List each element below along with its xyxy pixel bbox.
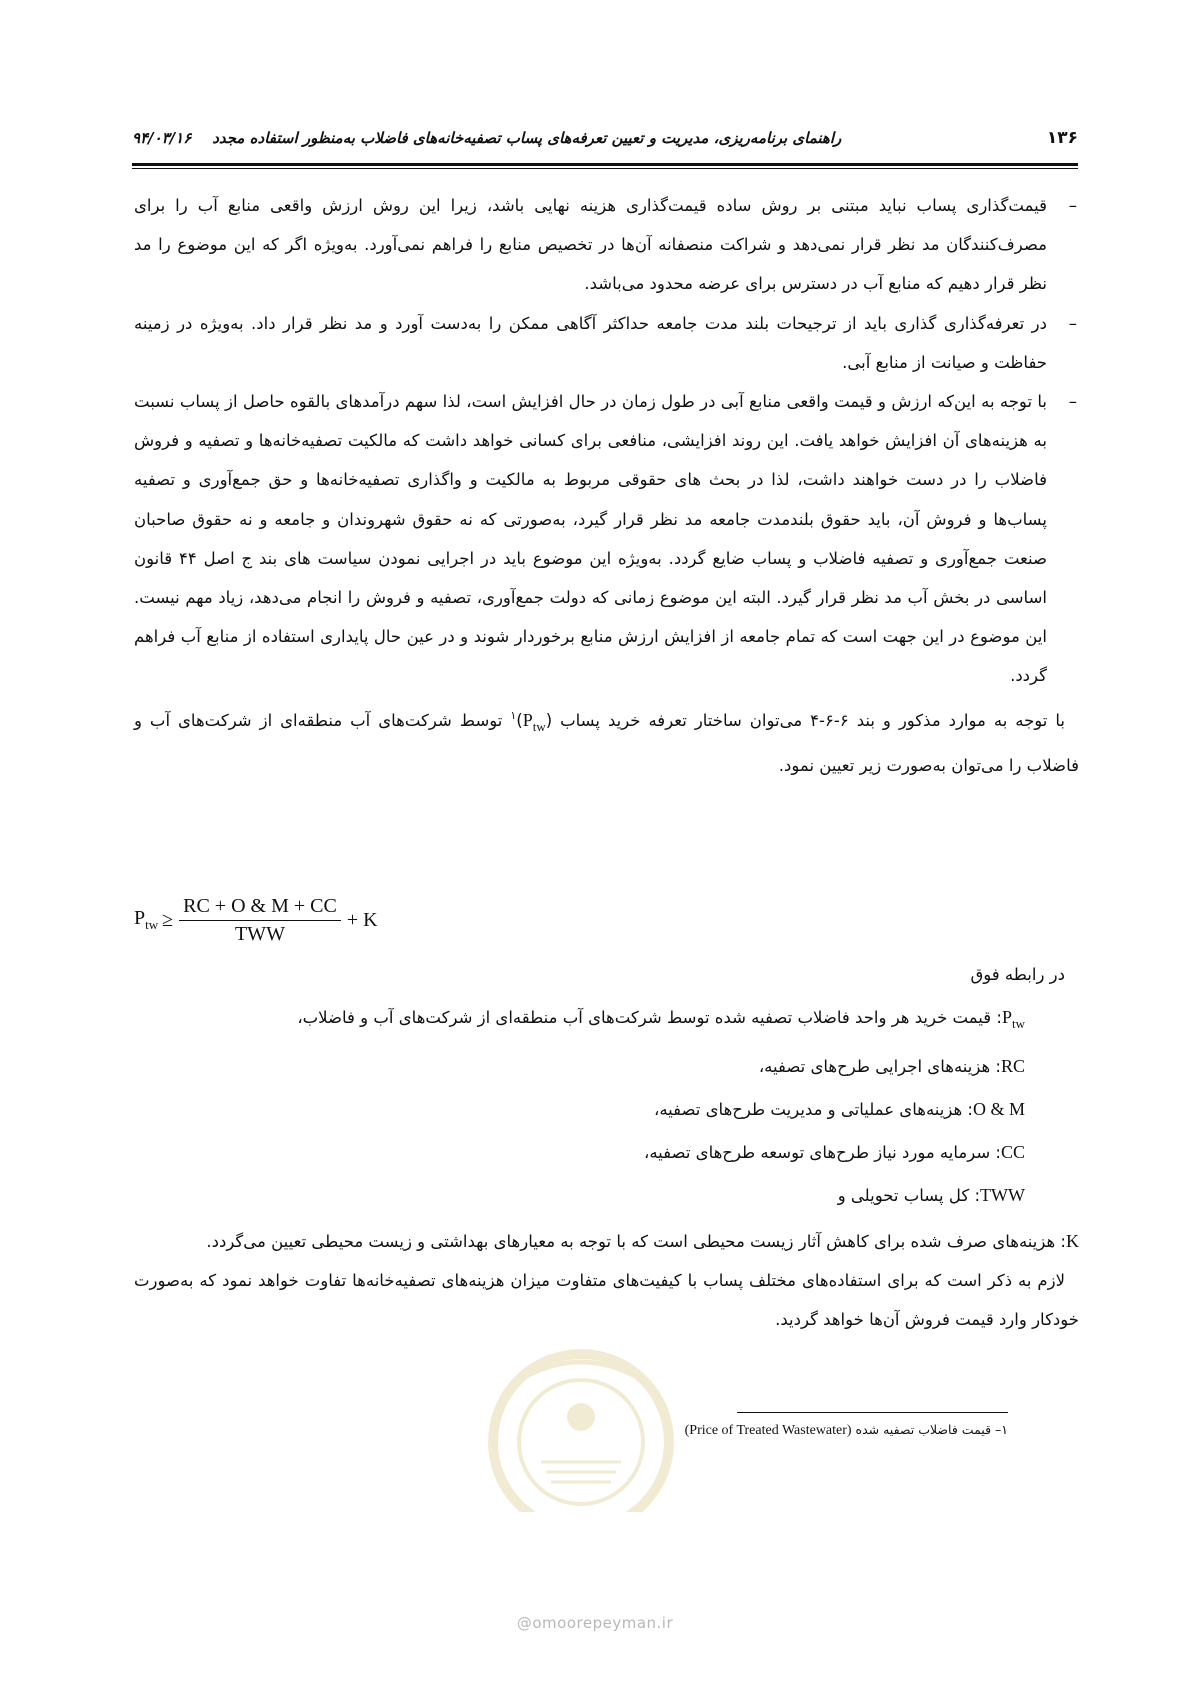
definition-symbol: RC [1000, 1056, 1025, 1076]
definition-item [134, 996, 1079, 1045]
definition-item [134, 1088, 1079, 1131]
footnote-reference[interactable]: ۱ [510, 708, 517, 722]
definition-text: : هزینه‌های اجرایی طرح‌های تصفیه، [758, 1057, 1001, 1076]
definition-text: : قیمت خرید هر واحد فاضلاب تصفیه شده توسط شرکت‌های آب منطقه‌ای از شرکت‌های آب و فاضلاب، [297, 1008, 1002, 1027]
definition-symbol-sub: tw [1012, 1016, 1025, 1031]
definition-symbol: CC [1000, 1142, 1025, 1162]
k-definition [134, 1222, 1079, 1261]
bullet-list [134, 186, 1079, 696]
formula-lhs [134, 907, 158, 933]
definition-text: : هزینه‌های عملیاتی و مدیریت طرح‌های تصفیه، [654, 1100, 973, 1119]
header-rule-thin [132, 168, 1078, 169]
definition-symbol-main: P [1001, 1007, 1012, 1027]
definition-symbol: O & M [972, 1099, 1025, 1119]
formula-lhs-main: P [134, 907, 146, 929]
definition-text: : کل پساب تحویلی و [837, 1186, 981, 1205]
formula-numerator: RC + O & M + CC [179, 895, 341, 921]
bullet-item [134, 304, 1079, 382]
formula-plus-term: + K [346, 908, 378, 931]
definition-text: : سرمایه مورد نیاز طرح‌های توسعه طرح‌های تصفیه، [644, 1143, 1001, 1162]
formula-denominator: TWW [234, 922, 285, 945]
k-definition-text: : هزینه‌های صرف شده برای کاهش آثار زیست محیطی است که با توجه به معیارهای بهداشتی و زیست محیطی تعیین می‌گردد. [206, 1232, 1066, 1251]
formula-lhs-sub: tw [145, 917, 159, 932]
watermark-seal-icon [446, 1322, 716, 1512]
footnote-number: ۱– [995, 1422, 1008, 1437]
intro-symbol-main: P [522, 709, 533, 730]
definitions-heading: در رابطه فوق [970, 965, 1065, 984]
page-header [132, 128, 1078, 154]
intro-text-after: توسط شرکت‌های آب منطقه‌ای از شرکت‌های آب و فاضلاب را می‌توان به‌صورت زیر تعیین نمود. [134, 710, 1079, 775]
bullet-text: با توجه به این‌که ارزش و قیمت واقعی منابع آبی در طول زمان در حال افزایش است، لذا سهم درآمدهای بالقوه حاصل از پساب نسبت به هزینه‌های آن افزایش خواهد یافت. این روند افزایشی، منافعی برای کسانی خواهد داشت که مالکیت تصفیه‌خانه‌ها و تصفیه و فروش فاضلاب را در دست خواهند داشت، لذا در بحث های حقوقی مربوط به مالکیت و واگذاری تصفیه‌خانه‌ها و حق جمع‌آوری و تصفیه پساب‌ها و فروش آن، باید حقوق بلندمدت جامعه مد نظر قرار گیرد، به‌صورتی که نه حقوق شهروندان و جامعه و نه حقوق صاحبان صنعت جمع‌آوری و تصفیه فاضلاب و پساب ضایع گردد. به‌ویژه این موضوع باید در اجرایی نمودن سیاست های بند ج اصل ۴۴ قانون اساسی در بخش آب مد نظر قرار گیرد. البته این موضوع زمانی که دولت جمع‌آوری، تصفیه و فروش را انجام می‌دهد، زیاد مهم نیست. این موضوع در این جهت است که تمام جامعه از افزایش ارزش منابع برخوردار شوند و در عین حال پایداری استفاده از منابع آب فراهم گردد. [134, 392, 1047, 686]
k-symbol: K [1066, 1231, 1079, 1251]
bullet-text: قیمت‌گذاری پساب نباید مبتنی بر روش ساده قیمت‌گذاری هزینه نهایی باشد، زیرا این روش ارزش واقعی منابع آب را برای مصرف‌کنندگان مد نظر قرار نمی‌دهد و شراکت منصفانه آن‌ها در تخصیص منابع را فراهم نمی‌آورد. به‌ویژه اگر که این موضوع را مد نظر قرار دهیم که منابع آب در دسترس برای عرضه محدود می‌باشد. [134, 196, 1047, 294]
definition-symbol [1001, 1007, 1025, 1031]
footnote-english: (Price of Treated Wastewater) [684, 1423, 852, 1438]
footnote [685, 1422, 1008, 1439]
formula-fraction [179, 895, 341, 946]
footnote-text: قیمت فاضلاب تصفیه شده [851, 1422, 996, 1437]
bullet-text: در تعرفه‌گذاری گذاری باید از ترجیحات بلند مدت جامعه حداکثر آگاهی ممکن را به‌دست آورد و مد نظر قرار داد. به‌ویژه در زمینه حفاظت و صیانت از منابع آبی. [134, 313, 1047, 372]
page-number: ۱۳۶ [1046, 128, 1078, 148]
closing-paragraph: لازم به ذکر است که برای استفاده‌های مختلف پساب با کیفیت‌های متفاوت میزان هزینه‌های تصفیه‌خانه‌ها تفاوت خواهد نمود که به‌صورت خودکار وارد قیمت فروش آن‌ها خواهد گردید. [134, 1271, 1079, 1329]
tariff-formula [134, 892, 378, 948]
intro-text-before: با توجه به موارد مذکور و بند ۶-۶-۴ می‌توان ساختار تعرفه خرید پساب ( [545, 710, 1065, 730]
definition-item [134, 1045, 1079, 1088]
header-date: ۹۴/۰۳/۱۶ [132, 129, 192, 147]
header-rule-thick [132, 163, 1078, 166]
definitions-list [134, 954, 1079, 1217]
bullet-dash: – [1068, 196, 1077, 215]
definition-symbol: TWW [980, 1185, 1025, 1205]
watermark-site-text: omoorepeyman.ir [532, 1614, 674, 1632]
bullet-item [134, 186, 1079, 304]
bullet-item [134, 382, 1079, 696]
intro-symbol [522, 709, 546, 734]
body-text [134, 186, 1079, 785]
definition-item [134, 1131, 1079, 1174]
watermark-site: @omoorepeyman.ir [516, 1614, 674, 1632]
intro-paragraph [134, 696, 1079, 785]
running-title [132, 129, 841, 147]
definition-item [134, 1174, 1079, 1217]
intro-symbol-sub: tw [532, 718, 546, 734]
bullet-dash: – [1068, 313, 1077, 333]
footnote-rule [737, 1412, 1008, 1413]
formula-relation: ≥ [162, 908, 174, 931]
bullet-dash: – [1068, 392, 1077, 412]
intro-paren: ) [516, 710, 523, 730]
running-title-text: راهنمای برنامه‌ریزی، مدیریت و تعیین تعرفه‌های پساب تصفیه‌خانه‌های فاضلاب به‌منظور استفاده مجدد [212, 129, 842, 147]
